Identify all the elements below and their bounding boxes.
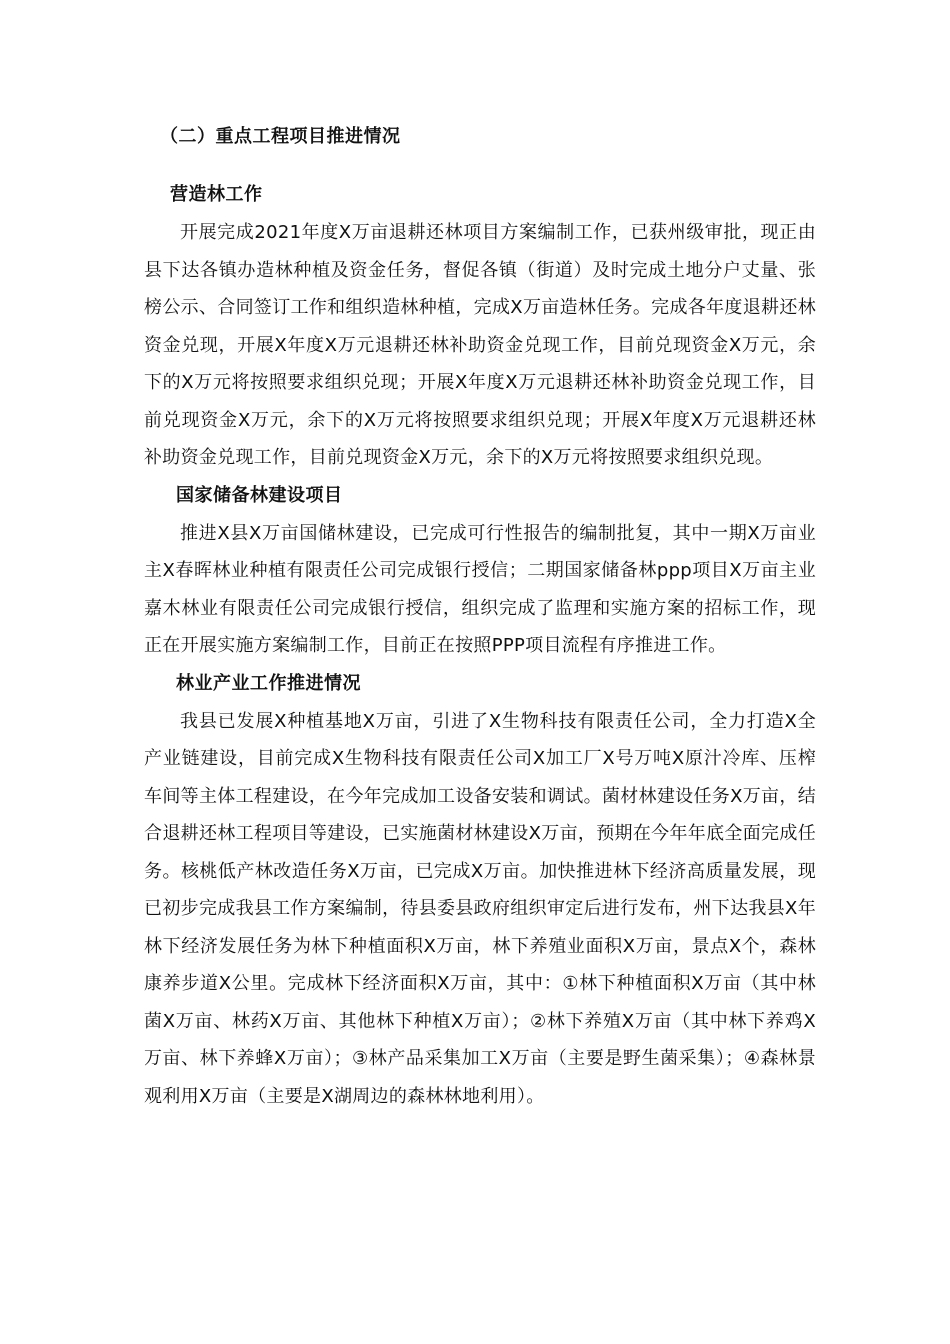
document-body bbox=[144, 118, 816, 1115]
subheading-afforestation: 营造林工作 bbox=[170, 184, 263, 205]
paragraph-afforestation: 开展完成2021年度X万亩退耕还林项目方案编制工作，已获州级审批，现正由县下达各镇办造林种植及资金任务，督促各镇（街道）及时完成土地分户丈量、张榜公示、合同签订工作和组织造林种植，完成X万亩造林任务。完成各年度退耕还林资金兑现，开展X年度X万元退耕还林补助资金兑现工作，目前兑现资金X万元，余下的X万元将按照要求组织兑现；开展X年度X万元退耕还林补助资金兑现工作，目前兑现资金X万元，余下的X万元将按照要求组织兑现；开展X年度X万元退耕还林补助资金兑现工作，目前兑现资金X万元，余下的X万元将按照要求组织兑现。 bbox=[144, 222, 816, 468]
subheading-national-reserve-forest: 国家储备林建设项目 bbox=[176, 484, 343, 506]
paragraph-forestry-industry: 我县已发展X种植基地X万亩，引进了X生物科技有限责任公司，全力打造X全产业链建设，目前完成X生物科技有限责任公司X加工厂X号万吨X原汁冷库、压榨车间等主体工程建设，在今年完成加工设备安装和调试。菌材林建设任务X万亩，结合退耕还林工程项目等建设，已实施菌材林建设X万亩，预期在今年年底全面完成任务。核桃低产林改造任务X万亩，已完成X万亩。加快推进林下经济高质量发展，现已初步完成我县工作方案编制，待县委县政府组织审定后进行发布，州下达我县X年林下经济发展任务为林下种植面积X万亩，林下养殖业面积X万亩，景点X个，森林康养步道X公里。完成林下经济面积X万亩，其中：①林下种植面积X万亩（其中林菌X万亩、林药X万亩、其他林下种植X万亩）；②林下养殖X万亩（其中林下养鸡X万亩、林下养蜂X万亩）；③林产品采集加工X万亩（主要是野生菌采集）；④森林景观利用X万亩（主要是X湖周边的森林林地利用）。 bbox=[144, 710, 816, 1107]
paragraph-national-reserve-forest: 推进X县X万亩国储林建设，已完成可行性报告的编制批复，其中一期X万亩业主X春晖林业种植有限责任公司完成银行授信；二期国家储备林ppp项目X万亩主业嘉木林业有限责任公司完成银行授信，组织完成了监理和实施方案的招标工作，现正在开展实施方案编制工作，目前正在按照PPP项目流程有序推进工作。 bbox=[144, 522, 816, 656]
section-heading: （二）重点工程项目推进情况 bbox=[160, 126, 401, 147]
subheading-forestry-industry: 林业产业工作推进情况 bbox=[176, 672, 361, 694]
